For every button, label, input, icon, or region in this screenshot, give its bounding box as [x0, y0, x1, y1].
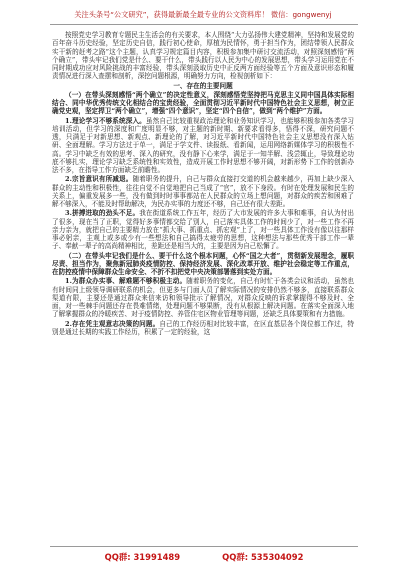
item-lead-4: 1.为群众办实事、解难题不够积极主动。 — [65, 277, 187, 286]
subsection-title-1: （一）在带头深刻感悟“两个确立”的决定性意义，深刻感悟党坚持把马克思主义同中国具体实际相结合、同中华优秀传统文化相结合的宝贵经验，全面贯彻习近平新时代中国特色社会主义思想，树立正确党史观，坚定捍卫“两个确立”，增强“四个意识”，坚定“四个自信”，做到“两个维护”方面。 — [52, 90, 354, 116]
intro-paragraph: 按照党史学习教育专题民主生活会的有关要求，本人围绕“大力弘扬伟大建党精神，坚持和发展党的百年奋斗历史经验，坚定历史自信，践行初心使命，厚植为民情怀，勇于担当作为，团结带领人民群众实干新的赶考之路”这个主题，认真学习规定篇目内容，积极参加集中研讨交流活动，对照深刻感悟“两个确立”，带头牢记我们党是什么、要干什么，带头践行以人民为中心的发展思想，带头学习运用党在不同时期成功应对风险挑战的丰富经验，带头深刻汲取历史中正反两方面经验等五个方面及意识形态和履责情况进行深入查摆和剖析，深挖问题根源，明确努力方向，检视剖析如下： — [52, 31, 354, 81]
section-title-1: 一、存在的主要问题 — [173, 81, 233, 90]
qq-group-2[interactable]: QQ群: 535304092 — [222, 552, 304, 562]
item-body-2: 随着职务的提升，自己与群众直接打交道的机会越来越少，再加上缺少深入群众的主动性和积极性，往往自觉不自觉地把自己当成了“官”，放不下身段。有时在处理发展和民生的关系上，偏重发展多一些，没有做到时时事事都站在人民群众的立场上想问题，对群众的疾苦和困难了解不够深入，不能及时帮助解决，为民办实事的力度还不够，自己还有很大差距。 — [52, 175, 355, 208]
item-paragraph-3 — [52, 209, 354, 250]
item-paragraph-4 — [52, 277, 354, 318]
document-body — [52, 31, 354, 337]
item-lead-2: 2.宗旨意识有所减退。 — [65, 175, 133, 184]
qq-group-1[interactable]: QQ群: 31991489 — [104, 552, 181, 562]
item-body-1: 虽然自己比较重视政治理论和业务知识学习，也能够积极参加各类学习培训活动，但学习的深度和广度明显不够，对主题的新时期、新要求看得多，悟得不深，研究问题不透，只满足于对新思想、新观点、新理论的了解，对习近平新时代中国特色社会主义思想没有深入钻研、全面理解。学习方法过于单一，满足于学文件、读报纸、看新闻，运用网络新媒体学习的积极性不高。学习中缺乏有效的思考、深入的研究，没有静下心来学，满足于一知半解、浅尝辄止，导致理论功底不够扎实，理论学习缺乏系统性和实效性，造成开展工作时思想不够开阔，对新形势下工作的创新办法不多，在指导工作方面缺乏前瞻性。 — [52, 116, 355, 174]
item-paragraph-1 — [52, 117, 354, 175]
item-body-4: 随着职务的变化，自己有时忙于各类会议和活动，虽然也有时间同上级领导调研联系的机会，但更多与门面人员了解实际情况的安排仍然不够多，直接联系群众渠道有限，主要还是通过群众来信来访和领导批示了解情况，对群众反映的诉求掌握得不够及时、全面，对一些棘手问题还存在畏难情绪，处理问题不够果断，没有从根源上解决问题。在落实全面深入地了解掌握群众的冷暖疾苦、对于疫情防控、养管住宅区物业管理等问题，还缺乏具体要策和有力措施。 — [52, 277, 355, 319]
item-lead-1: 1.理论学习不够系统深入。 — [65, 116, 146, 125]
item-lead-3: 3.拼搏进取的劲头不足。 — [65, 209, 140, 218]
header-banner[interactable]: 关注头条号“公文研究”，获得最新最全最专业的公文资料库！ 微信：gongwenyj — [74, 10, 332, 19]
item-paragraph-2 — [52, 175, 354, 208]
item-body-3: 我在街道系统工作五年，经历了大市发展的许多大事和难事，自认为付出了很多，现在当了正职，觉得好多事情都交给了别人，自己落实具体工作的时间少了，对一些工作不再亲力亲为，就把自己的主要精力放在“抓大事、抓重点、抓宏观”上了，对一些具体工作没有像以往那样事必躬亲，主观上或多或少有一些想法和自己搞得太疲劳的思想，这种想法与那些优秀干部工作一辈子、奉献一辈子的高尚精神相比，差距还是相当大的，主要是因为自己松懈了。 — [52, 209, 355, 251]
subsection-title-2: （二）在带头牢记我们是什么、要干什么这个根本问题，心怀“国之大者”，贯彻新发展理念，履职尽责、担当作为，聚焦新冠肺炎疫情防控、保持经济发展、深化改革开放、维护社会稳定等工作重点，在防控疫情中保障群众生命安全、不折不扣把党中央决策部署落到实处方面。 — [52, 251, 354, 276]
item-lead-5: 2.存在凭主观意志决策的问题。 — [65, 319, 160, 328]
header-divider — [50, 24, 358, 25]
item-paragraph-5 — [52, 320, 354, 337]
footer-divider — [50, 546, 358, 547]
footer — [0, 551, 408, 563]
item-body-5: 自己的工作经历相对比较丰富，在区直基层各个岗位都工作过，特别是通过长期的实践工作经历，积累了一定的经验，这 — [52, 319, 354, 336]
